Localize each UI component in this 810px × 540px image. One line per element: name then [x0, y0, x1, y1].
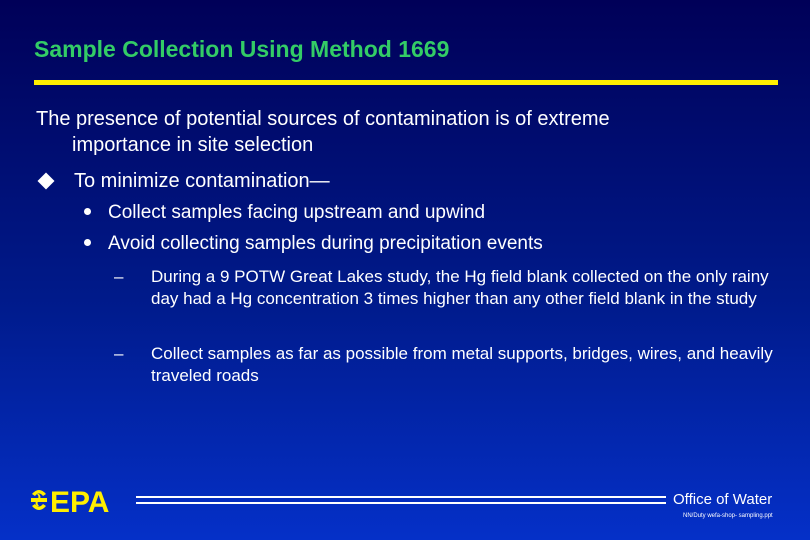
dot-bullet-icon	[84, 239, 91, 246]
title-divider	[34, 80, 778, 85]
dash-bullet: –	[114, 344, 124, 363]
subpoint-item	[84, 201, 485, 225]
main-point-text: To minimize contamination—	[74, 170, 330, 192]
subpoint-item	[84, 232, 543, 256]
slide-title: Sample Collection Using Method 1669	[34, 36, 450, 62]
detail-item	[114, 266, 794, 310]
intro-line-1: The presence of potential sources of contamination is of extreme	[36, 108, 610, 130]
subpoint-text: Collect samples facing upstream and upwind	[108, 202, 486, 223]
intro-paragraph	[36, 106, 776, 158]
detail-item	[114, 343, 794, 387]
epa-logo-text: EPA	[50, 486, 110, 516]
epa-logo-icon	[30, 484, 130, 516]
diamond-bullet-icon	[38, 172, 55, 189]
file-name-label: NN/Duty wefa-shop- sampling.ppt	[683, 513, 773, 519]
main-point	[36, 168, 330, 194]
footer-divider	[136, 496, 666, 504]
dot-bullet-icon	[84, 208, 91, 215]
dash-bullet: –	[114, 267, 124, 286]
office-of-water-label: Office of Water	[673, 491, 773, 508]
detail-text: Collect samples as far as possible from metal supports, bridges, wires, and heavily traveled roads	[151, 344, 773, 385]
detail-text: During a 9 POTW Great Lakes study, the Hg field blank collected on the only rainy day had a Hg concentration 3 times higher than any other field blank in the study	[151, 267, 769, 308]
subpoint-text: Avoid collecting samples during precipitation events	[108, 233, 543, 254]
intro-line-2: importance in site selection	[72, 134, 314, 156]
